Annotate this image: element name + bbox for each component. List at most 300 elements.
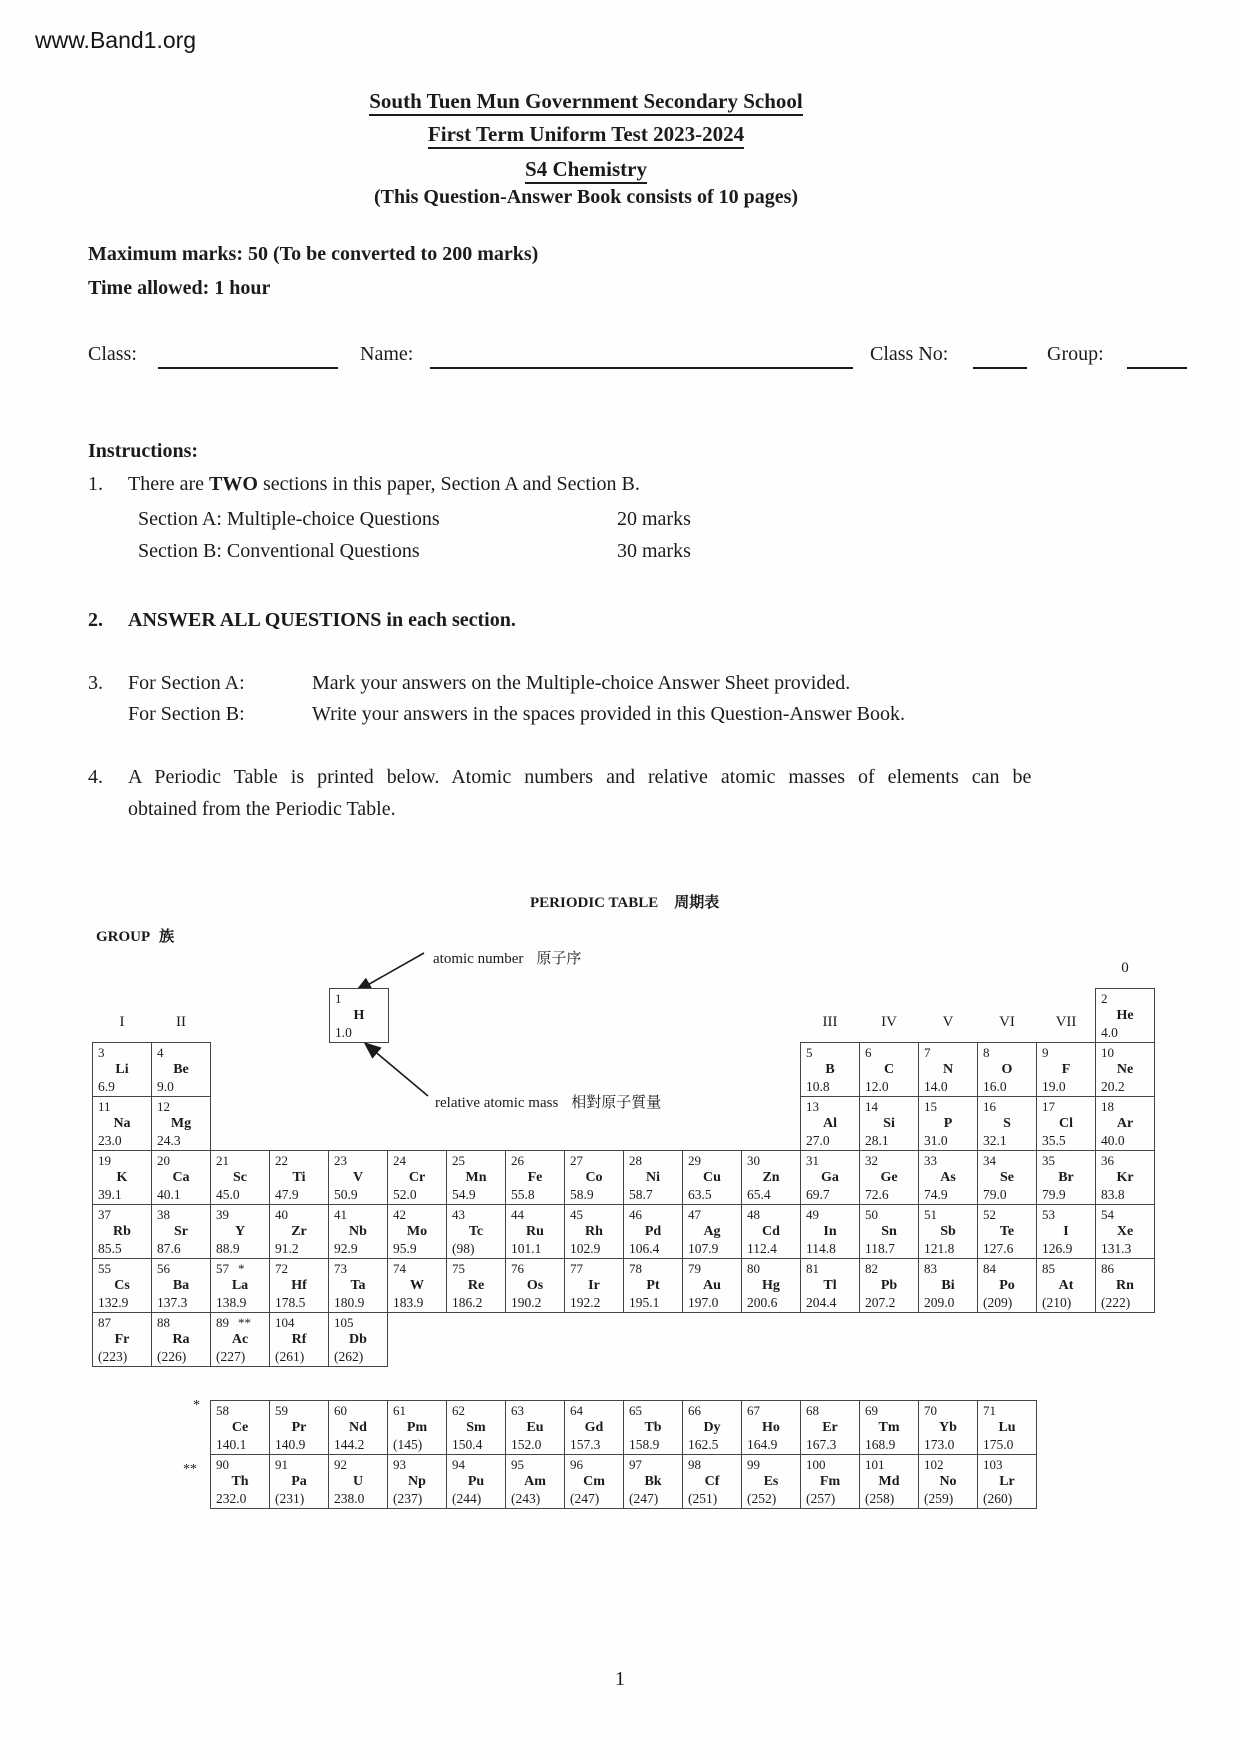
subject-name: S4 Chemistry	[525, 157, 647, 184]
atomic-number: 14	[865, 1099, 878, 1114]
atomic-number: 64	[570, 1403, 583, 1418]
group-blank	[1127, 341, 1187, 369]
relative-atomic-mass: 40.1	[157, 1187, 181, 1202]
atomic-number: 11	[98, 1099, 111, 1114]
element-symbol: Cd	[762, 1224, 780, 1239]
element-symbol: Xe	[1116, 1224, 1134, 1239]
element-symbol: Pa	[291, 1474, 307, 1489]
element-Gd	[564, 1400, 624, 1455]
element-symbol: Fm	[819, 1474, 841, 1489]
atomic-number: 23	[334, 1153, 347, 1168]
atomic-number: 5	[806, 1045, 813, 1060]
atomic-number: 90	[216, 1457, 229, 1472]
element-Md	[859, 1454, 919, 1509]
relative-atomic-mass-arrow	[366, 1044, 428, 1096]
atomic-number-arrow	[357, 953, 424, 991]
atomic-number: 87	[98, 1315, 111, 1330]
element-symbol: Tc	[468, 1224, 484, 1239]
relative-atomic-mass: 40.0	[1101, 1133, 1125, 1148]
element-symbol: He	[1116, 1008, 1134, 1023]
atomic-number: 60	[334, 1403, 347, 1418]
relative-atomic-mass: 168.9	[865, 1437, 896, 1452]
element-symbol: Re	[467, 1278, 485, 1293]
element-Na	[92, 1096, 152, 1151]
relative-atomic-mass: 114.8	[806, 1241, 836, 1256]
page-number: 1	[615, 1668, 625, 1690]
element-Tm	[859, 1400, 919, 1455]
group-header-VII: VII	[1055, 1014, 1077, 1030]
element-Th	[210, 1454, 270, 1509]
relative-atomic-mass: 88.9	[216, 1241, 240, 1256]
element-W	[387, 1258, 447, 1313]
atomic-number: 91	[275, 1457, 288, 1472]
element-symbol: Bi	[941, 1278, 955, 1293]
class-no-blank	[973, 341, 1027, 369]
element-symbol: V	[352, 1170, 364, 1185]
item2-text: ANSWER ALL QUESTIONS in each section.	[128, 609, 516, 631]
element-Po	[977, 1258, 1037, 1313]
element-Es	[741, 1454, 801, 1509]
element-symbol: Cm	[583, 1474, 605, 1489]
group-header-II: II	[176, 1014, 186, 1030]
element-S	[977, 1096, 1037, 1151]
atomic-number: 95	[511, 1457, 524, 1472]
element-symbol: Pt	[646, 1278, 660, 1293]
element-symbol: Er	[822, 1420, 838, 1435]
relative-atomic-mass: 23.0	[98, 1133, 122, 1148]
relative-atomic-mass: 52.0	[393, 1187, 417, 1202]
group-caption: GROUP 族	[96, 929, 175, 945]
element-Sn	[859, 1204, 919, 1259]
school-name: South Tuen Mun Government Secondary School	[369, 89, 803, 116]
element-No	[918, 1454, 978, 1509]
atomic-number: 8	[983, 1045, 990, 1060]
section-a-label: Section A: Multiple-choice Questions	[138, 508, 440, 530]
relative-atomic-mass: 183.9	[393, 1295, 424, 1310]
element-Bk	[623, 1454, 683, 1509]
atomic-number: 1	[335, 991, 342, 1006]
element-N	[918, 1042, 978, 1097]
atomic-number: 52	[983, 1207, 996, 1222]
relative-atomic-mass: 12.0	[865, 1079, 889, 1094]
element-C	[859, 1042, 919, 1097]
atomic-number: 82	[865, 1261, 878, 1276]
relative-atomic-mass: 32.1	[983, 1133, 1007, 1148]
relative-atomic-mass: 138.9	[216, 1295, 247, 1310]
element-symbol: Ar	[1116, 1116, 1134, 1131]
relative-atomic-mass: 140.1	[216, 1437, 247, 1452]
group-header-I: I	[119, 1014, 125, 1030]
element-symbol: S	[1003, 1116, 1011, 1131]
atomic-number: 71	[983, 1403, 996, 1418]
relative-atomic-mass: 173.0	[924, 1437, 955, 1452]
max-marks: Maximum marks: 50 (To be converted to 200 marks)	[88, 243, 539, 265]
relative-atomic-mass: 144.2	[334, 1437, 365, 1452]
atomic-number: 37	[98, 1207, 111, 1222]
element-Sm	[446, 1400, 506, 1455]
relative-atomic-mass: 164.9	[747, 1437, 778, 1452]
atomic-number: 16	[983, 1099, 996, 1114]
element-Xe	[1095, 1204, 1155, 1259]
element-symbol: Co	[585, 1170, 603, 1185]
relative-atomic-mass: (231)	[275, 1491, 305, 1506]
atomic-number: 96	[570, 1457, 583, 1472]
relative-atomic-mass: 63.5	[688, 1187, 712, 1202]
element-symbol: F	[1061, 1062, 1071, 1077]
element-Zn	[741, 1150, 801, 1205]
element-symbol: Si	[883, 1116, 895, 1131]
element-Eu	[505, 1400, 565, 1455]
element-symbol: Es	[763, 1474, 779, 1489]
element-Cr	[387, 1150, 447, 1205]
relative-atomic-mass: 72.6	[865, 1187, 889, 1202]
element-In	[800, 1204, 860, 1259]
relative-atomic-mass: 74.9	[924, 1187, 948, 1202]
atomic-number: 86	[1101, 1261, 1114, 1276]
element-Hf	[269, 1258, 329, 1313]
element-symbol: Ce	[231, 1420, 249, 1435]
item1-number: 1.	[88, 473, 103, 495]
relative-atomic-mass: 175.0	[983, 1437, 1014, 1452]
element-Os	[505, 1258, 565, 1313]
atomic-number: 4	[157, 1045, 164, 1060]
atomic-number: 53	[1042, 1207, 1055, 1222]
atomic-number: 81	[806, 1261, 819, 1276]
element-Cf	[682, 1454, 742, 1509]
atomic-number: 29	[688, 1153, 701, 1168]
relative-atomic-mass: 20.2	[1101, 1079, 1125, 1094]
relative-atomic-mass: 1.0	[335, 1025, 352, 1040]
element-Ag	[682, 1204, 742, 1259]
atomic-number: 2	[1101, 991, 1108, 1006]
atomic-number: 65	[629, 1403, 642, 1418]
item4-line1: A Periodic Table is printed below. Atomic numbers and relative atomic masses of elements can be	[128, 766, 1032, 788]
element-symbol: Ga	[821, 1170, 839, 1185]
relative-atomic-mass: 83.8	[1101, 1187, 1125, 1202]
time-allowed: Time allowed: 1 hour	[88, 277, 271, 299]
element-symbol: U	[352, 1474, 364, 1489]
atomic-number: 58	[216, 1403, 229, 1418]
element-symbol: Nd	[349, 1420, 367, 1435]
element-symbol: Th	[231, 1474, 249, 1489]
element-symbol: Sm	[466, 1420, 486, 1435]
element-Ta	[328, 1258, 388, 1313]
element-Zr	[269, 1204, 329, 1259]
element-symbol: Gd	[584, 1420, 604, 1435]
atomic-number: 20	[157, 1153, 170, 1168]
atomic-number: 21	[216, 1153, 229, 1168]
element-U	[328, 1454, 388, 1509]
element-symbol: Ta	[350, 1278, 366, 1293]
element-symbol: Md	[878, 1474, 900, 1489]
relative-atomic-mass: 131.3	[1101, 1241, 1132, 1256]
atomic-number: 39	[216, 1207, 229, 1222]
atomic-number: 25	[452, 1153, 465, 1168]
relative-atomic-mass: 45.0	[216, 1187, 240, 1202]
element-symbol: Fe	[527, 1170, 543, 1185]
atomic-number: 69	[865, 1403, 878, 1418]
relative-atomic-mass: 150.4	[452, 1437, 483, 1452]
relative-atomic-mass: (258)	[865, 1491, 895, 1506]
element-Am	[505, 1454, 565, 1509]
atomic-number: 78	[629, 1261, 642, 1276]
element-Ne	[1095, 1042, 1155, 1097]
item1-text: There are TWO sections in this paper, Section A and Section B.	[128, 473, 640, 495]
relative-atomic-mass: 106.4	[629, 1241, 660, 1256]
relative-atomic-mass: 112.4	[747, 1241, 777, 1256]
element-Fr	[92, 1312, 152, 1367]
element-Fe	[505, 1150, 565, 1205]
relative-atomic-mass: 167.3	[806, 1437, 837, 1452]
relative-atomic-mass: 69.7	[806, 1187, 830, 1202]
element-Cl	[1036, 1096, 1096, 1151]
element-Tb	[623, 1400, 683, 1455]
element-Sc	[210, 1150, 270, 1205]
relative-atomic-mass: 197.0	[688, 1295, 719, 1310]
relative-atomic-mass: 204.4	[806, 1295, 837, 1310]
item3a-text: Mark your answers on the Multiple-choice Answer Sheet provided.	[312, 672, 851, 694]
relative-atomic-mass: 47.9	[275, 1187, 299, 1202]
relative-atomic-mass: (247)	[570, 1491, 600, 1506]
relative-atomic-mass: (243)	[511, 1491, 541, 1506]
element-Db	[328, 1312, 388, 1367]
relative-atomic-mass: 55.8	[511, 1187, 535, 1202]
element-symbol: Pm	[406, 1420, 428, 1435]
atomic-number: 80	[747, 1261, 760, 1276]
relative-atomic-mass: 118.7	[865, 1241, 895, 1256]
group-header-III: III	[822, 1014, 838, 1030]
element-I	[1036, 1204, 1096, 1259]
atomic-number: 27	[570, 1153, 583, 1168]
element-Kr	[1095, 1150, 1155, 1205]
section-a-marks: 20 marks	[617, 508, 691, 530]
atomic-number: 35	[1042, 1153, 1055, 1168]
element-Mo	[387, 1204, 447, 1259]
element-Be	[151, 1042, 211, 1097]
element-symbol: Am	[524, 1474, 546, 1489]
element-Li	[92, 1042, 152, 1097]
element-symbol: Lr	[999, 1474, 1015, 1489]
atomic-number: 49	[806, 1207, 819, 1222]
element-Ac	[210, 1312, 270, 1367]
element-Tc	[446, 1204, 506, 1259]
element-symbol: Ni	[646, 1170, 660, 1185]
atomic-number: 54	[1101, 1207, 1114, 1222]
atomic-number: 28	[629, 1153, 642, 1168]
relative-atomic-mass: 92.9	[334, 1241, 358, 1256]
element-symbol: Br	[1058, 1170, 1074, 1185]
booklet-note: (This Question-Answer Book consists of 10 pages)	[373, 186, 799, 208]
atomic-number: 92	[334, 1457, 347, 1472]
relative-atomic-mass-caption: relative atomic mass 相對原子質量	[435, 1095, 662, 1111]
relative-atomic-mass: (209)	[983, 1295, 1013, 1310]
atomic-number: 18	[1101, 1099, 1114, 1114]
element-Np	[387, 1454, 447, 1509]
element-symbol: Bk	[644, 1474, 662, 1489]
element-symbol: Be	[173, 1062, 189, 1077]
atomic-number: 97	[629, 1457, 642, 1472]
element-symbol: N	[942, 1062, 954, 1077]
element-symbol: Cu	[703, 1170, 721, 1185]
element-symbol: Rf	[291, 1332, 307, 1347]
header-subject-line	[0, 156, 1172, 183]
relative-atomic-mass: (223)	[98, 1349, 128, 1364]
element-symbol: Mg	[170, 1116, 192, 1131]
atomic-number: 32	[865, 1153, 878, 1168]
element-Ru	[505, 1204, 565, 1259]
atomic-number: 55	[98, 1261, 111, 1276]
element-Sb	[918, 1204, 978, 1259]
periodic-table-title-zh: 周期表	[674, 895, 720, 911]
element-Ga	[800, 1150, 860, 1205]
element-Pu	[446, 1454, 506, 1509]
relative-atomic-mass: (222)	[1101, 1295, 1131, 1310]
class-blank	[158, 341, 338, 369]
relative-atomic-mass: 58.7	[629, 1187, 653, 1202]
atomic-number: 34	[983, 1153, 996, 1168]
element-Ti	[269, 1150, 329, 1205]
element-Tl	[800, 1258, 860, 1313]
relative-atomic-mass: (226)	[157, 1349, 187, 1364]
atomic-number: 10	[1101, 1045, 1114, 1060]
element-symbol: Ag	[703, 1224, 721, 1239]
atomic-number: 85	[1042, 1261, 1055, 1276]
relative-atomic-mass: 95.9	[393, 1241, 417, 1256]
element-symbol: Y	[234, 1224, 246, 1239]
element-symbol: Mo	[406, 1224, 428, 1239]
relative-atomic-mass: 238.0	[334, 1491, 365, 1506]
element-Mn	[446, 1150, 506, 1205]
atomic-number: 51	[924, 1207, 937, 1222]
atomic-number: 103	[983, 1457, 1003, 1472]
element-symbol: Se	[1000, 1170, 1014, 1185]
element-symbol: Ba	[172, 1278, 190, 1293]
element-symbol: Ra	[172, 1332, 190, 1347]
atomic-number: 67	[747, 1403, 760, 1418]
relative-atomic-mass: (227)	[216, 1349, 246, 1364]
element-symbol: I	[1063, 1224, 1069, 1239]
element-symbol: Tm	[878, 1420, 900, 1435]
item3b-label: For Section B:	[128, 703, 245, 725]
relative-atomic-mass: (259)	[924, 1491, 954, 1506]
element-symbol: Np	[408, 1474, 426, 1489]
relative-atomic-mass: 137.3	[157, 1295, 188, 1310]
element-symbol: Pr	[291, 1420, 307, 1435]
relative-atomic-mass: 87.6	[157, 1241, 181, 1256]
element-symbol: Cr	[408, 1170, 426, 1185]
element-Au	[682, 1258, 742, 1313]
atomic-number: 22	[275, 1153, 288, 1168]
class-no-label: Class No:	[870, 343, 949, 365]
relative-atomic-mass: 158.9	[629, 1437, 660, 1452]
element-symbol: Sb	[940, 1224, 956, 1239]
atomic-number: 57 *	[216, 1261, 245, 1276]
element-symbol: Nb	[349, 1224, 367, 1239]
relative-atomic-mass: 209.0	[924, 1295, 955, 1310]
relative-atomic-mass: 140.9	[275, 1437, 306, 1452]
element-Br	[1036, 1150, 1096, 1205]
element-P	[918, 1096, 978, 1151]
name-label: Name:	[360, 343, 414, 365]
atomic-number: 105	[334, 1315, 354, 1330]
atomic-number: 94	[452, 1457, 465, 1472]
relative-atomic-mass: (247)	[629, 1491, 659, 1506]
item3a-label: For Section A:	[128, 672, 245, 694]
element-symbol: Ti	[292, 1170, 306, 1185]
atomic-number: 36	[1101, 1153, 1114, 1168]
element-symbol: Li	[115, 1062, 129, 1077]
relative-atomic-mass: (244)	[452, 1491, 482, 1506]
element-Ho	[741, 1400, 801, 1455]
relative-atomic-mass: 79.9	[1042, 1187, 1066, 1202]
element-K	[92, 1150, 152, 1205]
relative-atomic-mass: 107.9	[688, 1241, 719, 1256]
element-symbol: Hf	[291, 1278, 307, 1293]
atomic-number: 26	[511, 1153, 524, 1168]
relative-atomic-mass: (98)	[452, 1241, 475, 1256]
atomic-number: 9	[1042, 1045, 1049, 1060]
element-symbol: As	[940, 1170, 956, 1185]
element-symbol: Fr	[114, 1332, 130, 1347]
atomic-number: 59	[275, 1403, 288, 1418]
element-Lr	[977, 1454, 1037, 1509]
element-He	[1095, 988, 1155, 1043]
element-F	[1036, 1042, 1096, 1097]
atomic-number: 104	[275, 1315, 295, 1330]
relative-atomic-mass: 16.0	[983, 1079, 1007, 1094]
atomic-number-caption-zh: 原子序	[536, 951, 582, 967]
relative-atomic-mass: 4.0	[1101, 1025, 1118, 1040]
atomic-number: 68	[806, 1403, 819, 1418]
header-test-line	[0, 121, 1172, 148]
atomic-number: 63	[511, 1403, 524, 1418]
relative-atomic-mass: 28.1	[865, 1133, 889, 1148]
relative-atomic-mass: 157.3	[570, 1437, 601, 1452]
element-symbol: W	[410, 1278, 424, 1293]
atomic-number: 33	[924, 1153, 937, 1168]
group-header-0: 0	[1121, 960, 1129, 976]
relative-atomic-mass: 232.0	[216, 1491, 247, 1506]
element-symbol: Tl	[823, 1278, 837, 1293]
group-caption-zh: 族	[159, 929, 175, 945]
relative-atomic-mass: 39.1	[98, 1187, 122, 1202]
header-note-line	[0, 184, 1172, 211]
group-header-IV: IV	[881, 1014, 897, 1030]
atomic-number: 77	[570, 1261, 583, 1276]
relative-atomic-mass: 10.8	[806, 1079, 830, 1094]
element-symbol: Te	[999, 1224, 1015, 1239]
element-symbol: Rh	[585, 1224, 603, 1239]
element-symbol: Db	[349, 1332, 367, 1347]
element-Rn	[1095, 1258, 1155, 1313]
element-symbol: K	[116, 1170, 128, 1185]
atomic-number: 3	[98, 1045, 105, 1060]
class-label: Class:	[88, 343, 137, 365]
element-symbol: Lu	[998, 1420, 1016, 1435]
element-symbol: Rn	[1116, 1278, 1134, 1293]
relative-atomic-mass: 192.2	[570, 1295, 601, 1310]
atomic-number: 41	[334, 1207, 347, 1222]
relative-atomic-mass: (251)	[688, 1491, 718, 1506]
atomic-number: 44	[511, 1207, 524, 1222]
relative-atomic-mass: 65.4	[747, 1187, 771, 1202]
element-Pa	[269, 1454, 329, 1509]
element-Bi	[918, 1258, 978, 1313]
relative-atomic-mass: 102.9	[570, 1241, 601, 1256]
atomic-number: 30	[747, 1153, 760, 1168]
actinide-marker: **	[183, 1462, 197, 1477]
relative-atomic-mass: 9.0	[157, 1079, 174, 1094]
